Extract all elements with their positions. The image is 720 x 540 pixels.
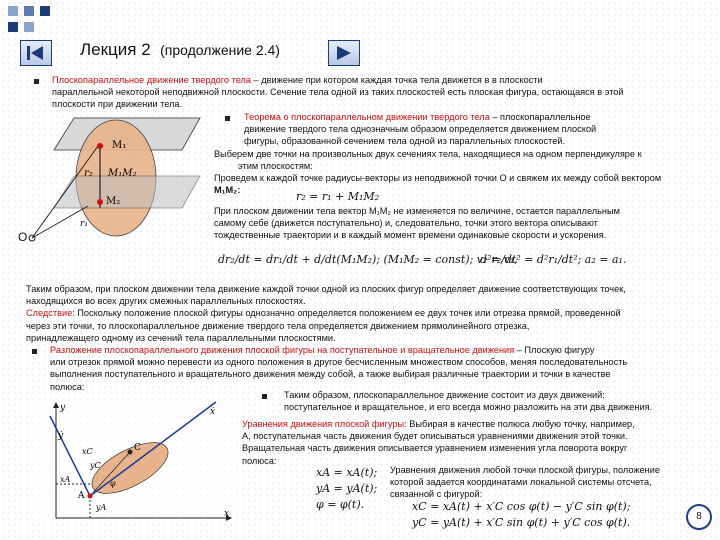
local-x-label: ẋ	[210, 407, 216, 417]
phi-label: φ	[110, 479, 116, 488]
xa-label: xA	[60, 475, 71, 484]
eq-xa: xA = xA(t);	[316, 466, 378, 479]
plane-figure-coordinates	[30, 398, 240, 524]
decor-square-4	[8, 22, 18, 32]
eq-xc: xC = xA(t) + x′C cos φ(t) − y′C sin φ(t);	[412, 500, 631, 513]
label-M1M2: M₁M₂	[108, 168, 137, 179]
axis-y-label: y	[60, 403, 66, 413]
bullet	[262, 394, 267, 399]
vector-invariance-text: При плоском движении тела вектор M₁M₂ не изменяется по величине, остается параллельным самому себе (движется поступательно) и, следовательно, точки этого вектора описывают тождественные траектории и в каждый момент времени одинаковые скорости и ускорения.	[214, 206, 620, 241]
point-c-label: C	[134, 443, 141, 453]
decor-square-2	[24, 6, 34, 16]
slide-title: Лекция 2 (продолжение 2.4)	[80, 40, 280, 59]
velocity-equation: dr₂/dt = dr₁/dt + d/dt(M₁M₂); (M₁M₂ = const); v₂ = v₁,	[218, 253, 518, 266]
label-O: O	[18, 230, 28, 244]
decomposition-text: Разложение плоскопараллельного движения плоской фигуры на поступательное и вращательное движения – Плоскую фигуру или отрезок прямой можно перевести из одного положения в другое бесчисленным множеством способов, меняя последовательность выполнения поступательного и вращательного движения между собой, а также выбирая различные траектории и точки в качестве полюса:	[50, 345, 628, 392]
yc-label: yC	[90, 461, 101, 470]
decor-square-1	[8, 6, 18, 16]
label-M1: M₁	[112, 140, 127, 151]
page-number: 8	[686, 504, 712, 530]
conclusion-text: Таким образом, при плоском движении тела движение каждой точки одной из плоских фигур определяет движение соответствующих точек, находящихся во всех других смежных параллельных плоскостях. Следствие: Поскольку положение плоской фигуры однозначно определяется положением ее двух точек или отрезка прямой, проведенной через эти точки, то плоскопараллельное движение твердого тела определяется движением прямолинейного отрезка, принадлежащего одному из сечений тела параллельными плоскостями.	[26, 284, 626, 343]
acceleration-equation: d²r₂/dt² = d²r₁/dt²; a₂ = a₁.	[480, 253, 627, 266]
ya-label: yA	[96, 503, 107, 512]
play-icon	[329, 41, 359, 65]
motion-equations-text: Уравнения движения плоской фигуры: Выбирая в качестве полюса любую точку, например, А, поступательная часть движения будет описываться уравнениями движения этой точки. Вращательная часть движения описывается уравнением изменения угла поворота вокруг полюса:	[242, 419, 635, 466]
bullet	[34, 79, 39, 84]
decor-square-5	[24, 22, 34, 32]
eq-yc: yC = yA(t) + x′C sin φ(t) + y′C cos φ(t).	[412, 516, 631, 529]
label-r1: r₁	[80, 219, 88, 229]
prev-slide-button[interactable]	[20, 40, 52, 66]
eq-ya: yA = yA(t);	[316, 482, 378, 495]
local-y-label: ẏ	[58, 431, 64, 441]
radius-vector-formula: r₂ = r₁ + M₁M₂	[296, 190, 380, 203]
skip-back-icon	[21, 41, 51, 65]
eq-phi: φ = φ(t).	[316, 498, 365, 511]
label-r2: r₂	[84, 168, 93, 179]
bullet	[32, 349, 37, 354]
axis-x-label: x	[224, 509, 230, 519]
decor-square-3	[40, 6, 50, 16]
plane-motion-figure	[28, 112, 214, 250]
point-a-label: A	[78, 491, 85, 501]
summary-text: Таким образом, плоскопараллельное движение состоит из двух движений: поступательное и вращательное, и его всегда можно разложить на эти два движения.	[284, 390, 653, 413]
label-M2: M₂	[106, 196, 121, 207]
para-definition: Плоскопараллельное движение твердого тела – движение при котором каждая точка тела движется в в плоскости параллельной некоторой неподвижной плоскости. Сечение тела одной из таких плоскостей есть плоская фигура, остающаяся в этой плоскости при движении тела.	[52, 75, 624, 110]
point-equations-intro: Уравнения движения любой точки плоской фигуры, положение которой задается координатами локальной системы отсчета, связанной с фигурой:	[390, 465, 660, 500]
theorem-text: Теорема о плоскопараллельном движении твердого тела – плоскопараллельное движение твердого тела однозначным образом определяется движением плоской фигуры, образованной сечением тела одной из параллельных плоскостей. Выберем две точки на произвольных двух сечениях тела, находящиеся на одном перпендикуляре к этим плоскостям: Проведем к каждой точке радиусы-векторы из неподвижной точки O и свяжем их между собой вектором M₁M₂:	[214, 112, 662, 196]
xc-label: xC	[82, 447, 93, 456]
next-slide-button[interactable]	[328, 40, 360, 66]
